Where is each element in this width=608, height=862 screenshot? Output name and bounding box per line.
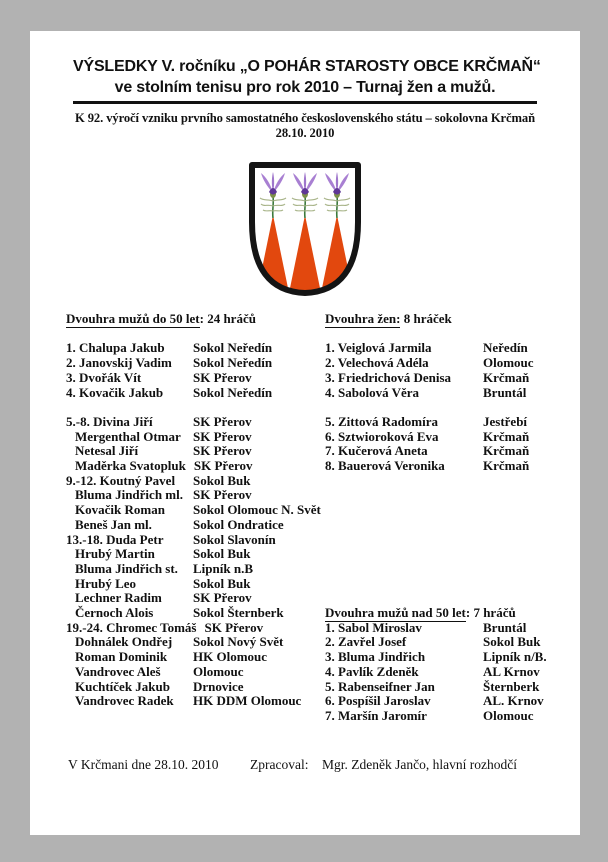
footer-place-date: V Krčmani dne 28.10. 2010: [68, 757, 219, 772]
player-club: SK Přerov: [193, 443, 252, 459]
result-row: [66, 591, 321, 606]
section-heading-count: : 24 hráčů: [199, 311, 256, 326]
player-name: 1. Veiglová Jarmila: [325, 340, 432, 356]
result-row: [66, 371, 321, 386]
player-club: Neředín: [483, 340, 528, 356]
section-heading-underlined: Dvouhra mužů do 50 let: [66, 311, 200, 326]
player-club: Lipník n.B: [193, 560, 253, 576]
result-row: [66, 606, 321, 621]
result-row: [325, 444, 534, 459]
document-page: [30, 31, 580, 835]
player-club: Šternberk: [483, 678, 540, 694]
result-row: [325, 386, 534, 401]
footer-prepared-label: Zpracoval:: [250, 757, 309, 772]
player-club: Bruntál: [483, 619, 527, 635]
player-club: SK Přerov: [193, 458, 253, 473]
player-club: Bruntál: [483, 384, 527, 400]
player-club: SK Přerov: [193, 413, 252, 429]
player-name: 5.-8. Divina Jiří: [66, 413, 153, 429]
player-name: Černoch Alois: [75, 605, 154, 621]
result-row: [66, 547, 321, 562]
result-row: [66, 488, 321, 503]
section-men-over-50: [325, 606, 547, 724]
document-title: [73, 56, 541, 104]
result-row: [66, 474, 321, 489]
player-club: Olomouc: [193, 663, 244, 679]
subtitle-line-2: 28.10. 2010: [275, 126, 335, 140]
result-row: [66, 459, 321, 474]
result-row: [325, 680, 547, 695]
player-name: Dohnálek Ondřej: [75, 634, 173, 650]
player-name: 4. Kovačik Jakub: [66, 384, 164, 400]
player-name: Bluma Jindřich st.: [75, 560, 178, 576]
player-club: Lipník n/B.: [483, 649, 547, 665]
player-name: 5. Zittová Radomíra: [325, 413, 439, 429]
section-heading-count: : 7 hráčů: [465, 605, 516, 620]
player-club: HK Olomouc: [193, 649, 268, 665]
player-name: Hrubý Martin: [75, 546, 155, 562]
player-club: Krčmaň: [483, 428, 530, 444]
section-heading: [66, 312, 321, 327]
player-club: Sokol Neředín: [193, 355, 273, 371]
result-row: [66, 415, 321, 430]
player-club: Jestřebí: [483, 413, 528, 429]
player-club: HK DDM Olomouc: [193, 693, 302, 709]
player-name: 7. Kučerová Aneta: [325, 443, 428, 459]
player-name: Bluma Jindřich ml.: [75, 487, 183, 503]
result-row: [325, 621, 547, 636]
result-row: [66, 356, 321, 371]
player-name: 6. Pospíšil Jaroslav: [325, 693, 431, 709]
result-row: [66, 694, 321, 709]
player-name: 2. Janovskij Vadim: [66, 355, 172, 371]
player-club: SK Přerov: [193, 369, 252, 385]
result-row: [66, 533, 321, 548]
player-club: Sokol Slavonín: [193, 531, 276, 547]
document-footer: [30, 757, 580, 775]
result-row: [66, 430, 321, 445]
player-name: Kuchtíček Jakub: [75, 678, 170, 694]
result-row: [66, 444, 321, 459]
player-name: 5. Rabenseifner Jan: [325, 678, 435, 694]
result-row: [66, 341, 321, 356]
results-list-men-under-50: [66, 341, 321, 709]
footer-prepared-by: Mgr. Zdeněk Jančo, hlavní rozhodčí: [322, 757, 517, 772]
results-list-men-over-50: [325, 621, 547, 724]
coat-of-arms-image: [243, 160, 367, 298]
result-row: [325, 415, 534, 430]
player-club: Krčmaň: [483, 458, 530, 473]
player-name: 3. Dvořák Vít: [66, 369, 142, 385]
document-subtitle: [30, 111, 580, 141]
player-name: 4. Pavlík Zdeněk: [325, 663, 419, 679]
section-men-under-50: [66, 312, 321, 709]
player-name: 2. Velechová Adéla: [325, 355, 429, 371]
player-name: 8. Bauerová Veronika: [325, 458, 445, 473]
result-row: [66, 386, 321, 401]
player-club: SK Přerov: [193, 590, 252, 606]
result-row: [325, 665, 547, 680]
section-heading-underlined: Dvouhra mužů nad 50 let: [325, 605, 466, 620]
section-heading: [325, 606, 547, 621]
section-heading: [325, 312, 534, 327]
player-name: 3. Bluma Jindřich: [325, 649, 426, 665]
player-name: 2. Zavřel Josef: [325, 634, 407, 650]
player-club: Sokol Buk: [483, 634, 541, 650]
player-club: AL. Krnov: [483, 693, 544, 709]
player-name: Hrubý Leo: [75, 575, 137, 591]
player-club: Sokol Buk: [193, 472, 251, 488]
player-name: Beneš Jan ml.: [75, 516, 152, 532]
player-name: Kovačik Roman: [75, 502, 165, 518]
result-row: [325, 459, 534, 474]
player-name: Roman Dominik: [75, 649, 168, 665]
player-club: Sokol Olomouc N. Svět: [193, 502, 321, 518]
result-row: [66, 577, 321, 592]
player-name: 1. Sabol Miroslav: [325, 619, 422, 635]
result-row: [325, 430, 534, 445]
subtitle-line-1: K 92. výročí vzniku prvního samostatného československého státu – sokolovna Krčmaň: [74, 111, 536, 125]
title-line-2: ve stolním tenisu pro rok 2010 – Turnaj žen a mužů.: [114, 79, 496, 96]
player-club: Sokol Buk: [193, 575, 251, 591]
player-club: Krčmaň: [483, 443, 530, 459]
result-row: [66, 680, 321, 695]
result-row: [325, 356, 534, 371]
player-name: 19.-24. Chromec Tomáš: [66, 619, 197, 635]
result-row: [325, 341, 534, 356]
player-name: Maděrka Svatopluk: [75, 458, 186, 473]
player-name: 4. Sabolová Věra: [325, 384, 420, 400]
player-name: Vandrovec Aleš: [75, 663, 161, 679]
result-row: [325, 709, 547, 724]
player-club: Sokol Ondratice: [193, 516, 284, 532]
player-club: Krčmaň: [483, 369, 530, 385]
player-club: Drnovice: [193, 678, 244, 694]
player-club: SK Přerov: [193, 428, 252, 444]
result-row: [66, 650, 321, 665]
results-list-women: [325, 341, 534, 473]
result-row: [66, 635, 321, 650]
player-name: 9.-12. Koutný Pavel: [66, 472, 176, 488]
result-row: [325, 635, 547, 650]
result-row: [66, 562, 321, 577]
section-heading-underlined: Dvouhra žen:: [325, 311, 401, 326]
player-club: Olomouc: [483, 355, 534, 371]
coat-of-arms: [243, 160, 367, 298]
player-name: Netesal Jiří: [75, 443, 139, 459]
player-club: SK Přerov: [193, 487, 252, 503]
player-name: Mergenthal Otmar: [75, 428, 181, 444]
result-row: [66, 503, 321, 518]
section-women: [325, 312, 534, 474]
result-row: [66, 665, 321, 680]
player-club: Sokol Neředín: [193, 384, 273, 400]
player-club: Sokol Neředín: [193, 340, 273, 356]
player-name: 1. Chalupa Jakub: [66, 340, 165, 356]
player-name: 13.-18. Duda Petr: [66, 531, 164, 547]
player-name: 6. Sztwioroková Eva: [325, 428, 439, 444]
player-club: AL Krnov: [483, 663, 540, 679]
player-club: Sokol Nový Svět: [193, 634, 284, 650]
result-row: [66, 621, 321, 636]
result-row: [325, 694, 547, 709]
title-line-1: VÝSLEDKY V. ročníku „O POHÁR STAROSTY OBCE KRČMAŇ“: [73, 58, 541, 75]
player-club: SK Přerov: [204, 619, 264, 635]
result-row: [325, 371, 534, 386]
player-club: Olomouc: [483, 707, 534, 723]
player-name: 7. Maršín Jaromír: [325, 707, 427, 723]
player-club: Sokol Buk: [193, 546, 251, 562]
section-heading-count: 8 hráček: [400, 311, 452, 326]
player-name: Vandrovec Radek: [75, 693, 174, 709]
player-name: 3. Friedrichová Denisa: [325, 369, 452, 385]
result-row: [325, 650, 547, 665]
result-row: [66, 518, 321, 533]
player-club: Sokol Šternberk: [193, 605, 284, 621]
player-name: Lechner Radim: [75, 590, 162, 606]
